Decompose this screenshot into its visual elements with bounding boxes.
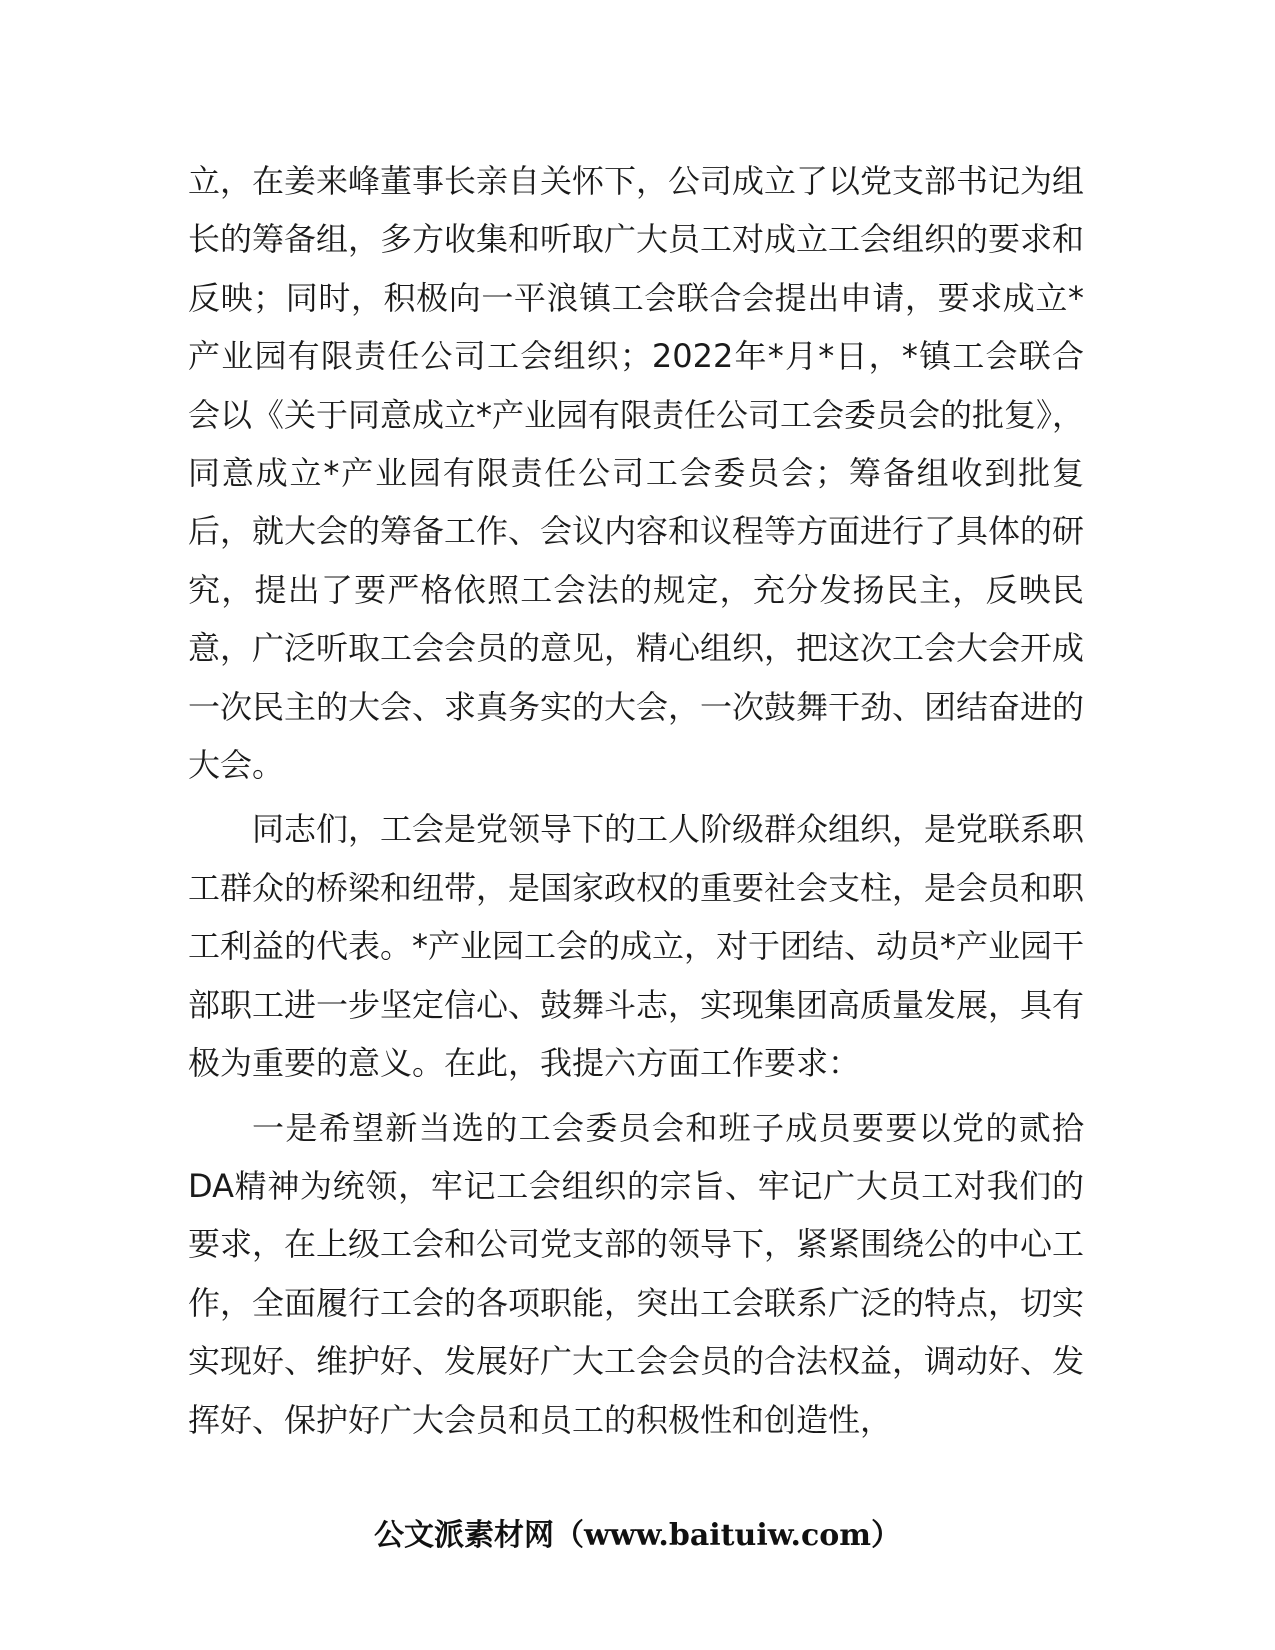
- paragraph-3: 一是希望新当选的工会委员会和班子成员要要以党的贰拾DA精神为统领，牢记工会组织的宗旨、牢记广大员工对我们的要求，在上级工会和公司党支部的领导下，紧紧围绕公的中心工作，全面履行工会的各项职能，突出工会联系广泛的特点，切实实现好、维护好、发展好广大工会会员的合法权益，调动好、发挥好、保护好广大会员和员工的积极性和创造性，: [188, 1108, 1085, 1439]
- paragraph-2: 同志们，工会是党领导下的工人阶级群众组织，是党联系职工群众的桥梁和纽带，是国家政权的重要社会支柱，是会员和职工利益的代表。*产业园工会的成立，对于团结、动员*产业园干部职工进一步坚定信心、鼓舞斗志，实现集团高质量发展，具有极为重要的意义。在此，我提六方面工作要求：: [188, 810, 1085, 1083]
- document-body: [188, 152, 1084, 1455]
- footer-watermark: 公文派素材网（www.baituiw.com）: [373, 1518, 902, 1553]
- paragraph-1: 立，在姜来峰董事长亲自关怀下，公司成立了以党支部书记为组长的筹备组，多方收集和听取广大员工对成立工会组织的要求和反映；同时，积极向一平浪镇工会联合会提出申请，要求成立*产业园有限责任公司工会组织；2022年*月*日，*镇工会联合会以《关于同意成立*产业园有限责任公司工会委员会的批复》，同意成立*产业园有限责任公司工会委员会；筹备组收到批复后，就大会的筹备工作、会议内容和议程等方面进行了具体的研究，提出了要严格依照工会法的规定，充分发扬民主，反映民意，广泛听取工会会员的意见，精心组织，把这次工会大会开成一次民主的大会、求真务实的大会，一次鼓舞干劲、团结奋进的大会。: [188, 162, 1085, 785]
